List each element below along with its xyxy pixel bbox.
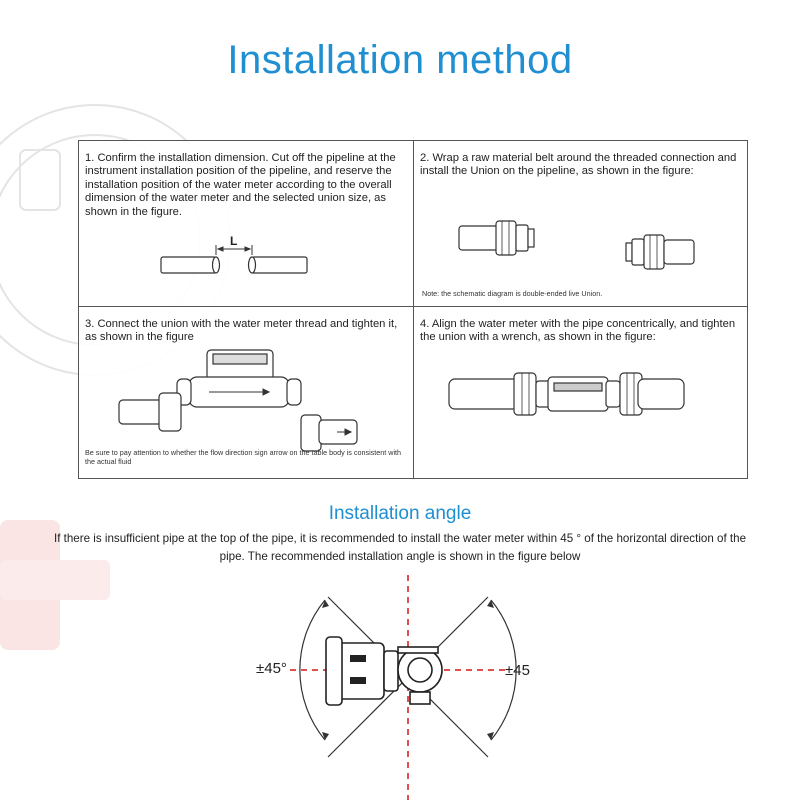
installation-angle-figure [250,575,550,800]
installation-angle-description: If there is insufficient pipe at the top of the pipe, it is recommended to install the water meter within 45 ° of the horizontal direction of the pipe. The recommended installation angle is shown in the figure below [53,532,747,563]
step-2 [414,141,747,307]
installation-angle-title: Installation angle [328,503,472,524]
step-3 [79,307,414,478]
left-angle-label: ±45° [256,660,287,677]
step-4-figure [414,307,747,478]
step-3-text: 3. Connect the union with the water meter thread and tighten it, as shown in the figure [85,318,398,344]
step-3-note: Be sure to pay attention to whether the flow direction sign arrow on the table body is consistent with the actual fluid [85,448,402,466]
step-1-text: 1. Confirm the installation dimension. Cut off the pipeline at the instrument installation position of the pipeline, and reserve the installation position of the water meter according to the overall dimension of the water meter and the selected union size, as shown in the figure. [85,152,396,218]
page-title: Installation method [227,38,573,82]
step-4 [414,307,747,478]
step-1-figure [79,141,414,307]
step-1 [79,141,414,307]
step-2-text: 2. Wrap a raw material belt around the threaded connection and install the Union on the pipeline, as shown in the figure: [420,152,737,178]
step-2-figure [414,141,747,307]
step-4-text: 4. Align the water meter with the pipe concentrically, and tighten the union with a wrench, as shown in the figure: [420,318,736,344]
right-angle-label: ±45 [505,662,530,679]
step-2-note: Note: the schematic diagram is double-ended live Union. [422,289,603,298]
installation-steps-grid [78,140,748,479]
dimension-label: L [230,234,238,248]
